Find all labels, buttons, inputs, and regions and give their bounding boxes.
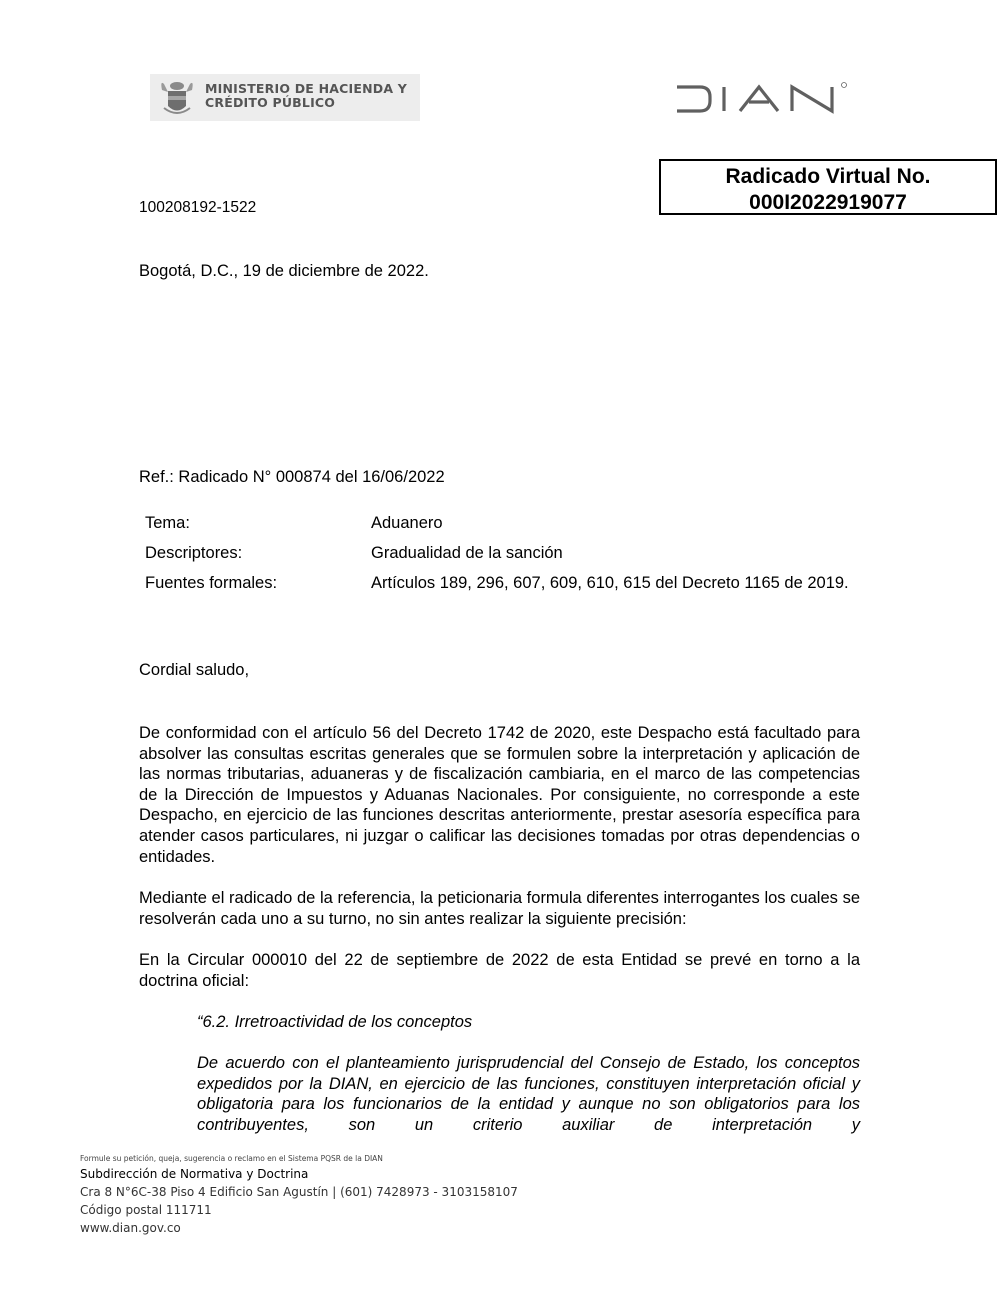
body-paragraph: Mediante el radicado de la referencia, la peticionaria formula diferentes interrogantes los cuales se resolverán cada uno a su turno, no sin antes realizar la siguiente precisión: <box>139 889 860 928</box>
radicado-label: Radicado Virtual No. <box>725 165 931 188</box>
quote-body: De acuerdo con el planteamiento jurisprudencial del Consejo de Estado, los conceptos expedidos por la DIAN, en ejercicio de las funciones, constituyen interpretación oficial y obligatoria para los funcionarios de la entidad y aunque no son obligatorios para los contribuyentes, son un criterio auxiliar de interpretación y <box>197 1054 860 1134</box>
footer-note: Formule su petición, queja, sugerencia o reclamo en el Sistema PQSR de la DIAN <box>80 1154 383 1163</box>
quote-heading: “6.2. Irretroactividad de los conceptos <box>197 1013 473 1031</box>
metadata-label: Descriptores: <box>145 544 243 562</box>
footer-website[interactable]: www.dian.gov.co <box>80 1221 181 1235</box>
body-paragraph: En la Circular 000010 del 22 de septiembre de 2022 de esta Entidad se prevé en torno a la doctrina oficial: <box>139 951 860 990</box>
greeting: Cordial saludo, <box>139 661 250 679</box>
metadata-label: Fuentes formales: <box>145 574 278 592</box>
footer-address: Cra 8 N°6C-38 Piso 4 Edificio San Agustín | (601) 7428973 - 3103158107 <box>80 1185 518 1199</box>
metadata-value: Artículos 189, 296, 607, 609, 610, 615 del Decreto 1165 de 2019. <box>371 574 849 592</box>
ministry-logo <box>150 74 420 121</box>
footer-postal: Código postal 111711 <box>80 1203 212 1217</box>
date-line: Bogotá, D.C., 19 de diciembre de 2022. <box>139 262 429 280</box>
ministry-name-line1: MINISTERIO DE HACIENDA Y <box>205 81 408 96</box>
footer <box>80 1153 518 1237</box>
footer-office: Subdirección de Normativa y Doctrina <box>80 1167 309 1181</box>
coat-of-arms-icon <box>158 78 196 118</box>
metadata-value: Aduanero <box>371 514 443 532</box>
dian-logo <box>672 80 852 116</box>
radicado-number: 000I2022919077 <box>749 191 907 214</box>
radicado-box <box>659 159 997 215</box>
reference-line: Ref.: Radicado N° 000874 del 16/06/2022 <box>139 468 445 486</box>
ministry-name-line2: CRÉDITO PÚBLICO <box>205 95 336 110</box>
body-paragraph: De conformidad con el artículo 56 del Decreto 1742 de 2020, este Despacho está facultado para absolver las consultas escritas generales que se formulen sobre la interpretación y aplicación de las normas tributarias, aduaneras y de fiscalización cambiaria, en el marco de las competencias de la Dirección de Impuestos y Aduanas Nacionales. Por consiguiente, no corresponde a este Despacho, en ejercicio de las funciones descritas anteriormente, prestar asesoría específica para atender casos particulares, ni juzgar o calificar las decisiones tomadas por otras dependencias o entidades. <box>139 724 860 866</box>
metadata-label: Tema: <box>145 514 190 532</box>
metadata-value: Gradualidad de la sanción <box>371 544 563 562</box>
reference-code: 100208192-1522 <box>139 199 257 216</box>
